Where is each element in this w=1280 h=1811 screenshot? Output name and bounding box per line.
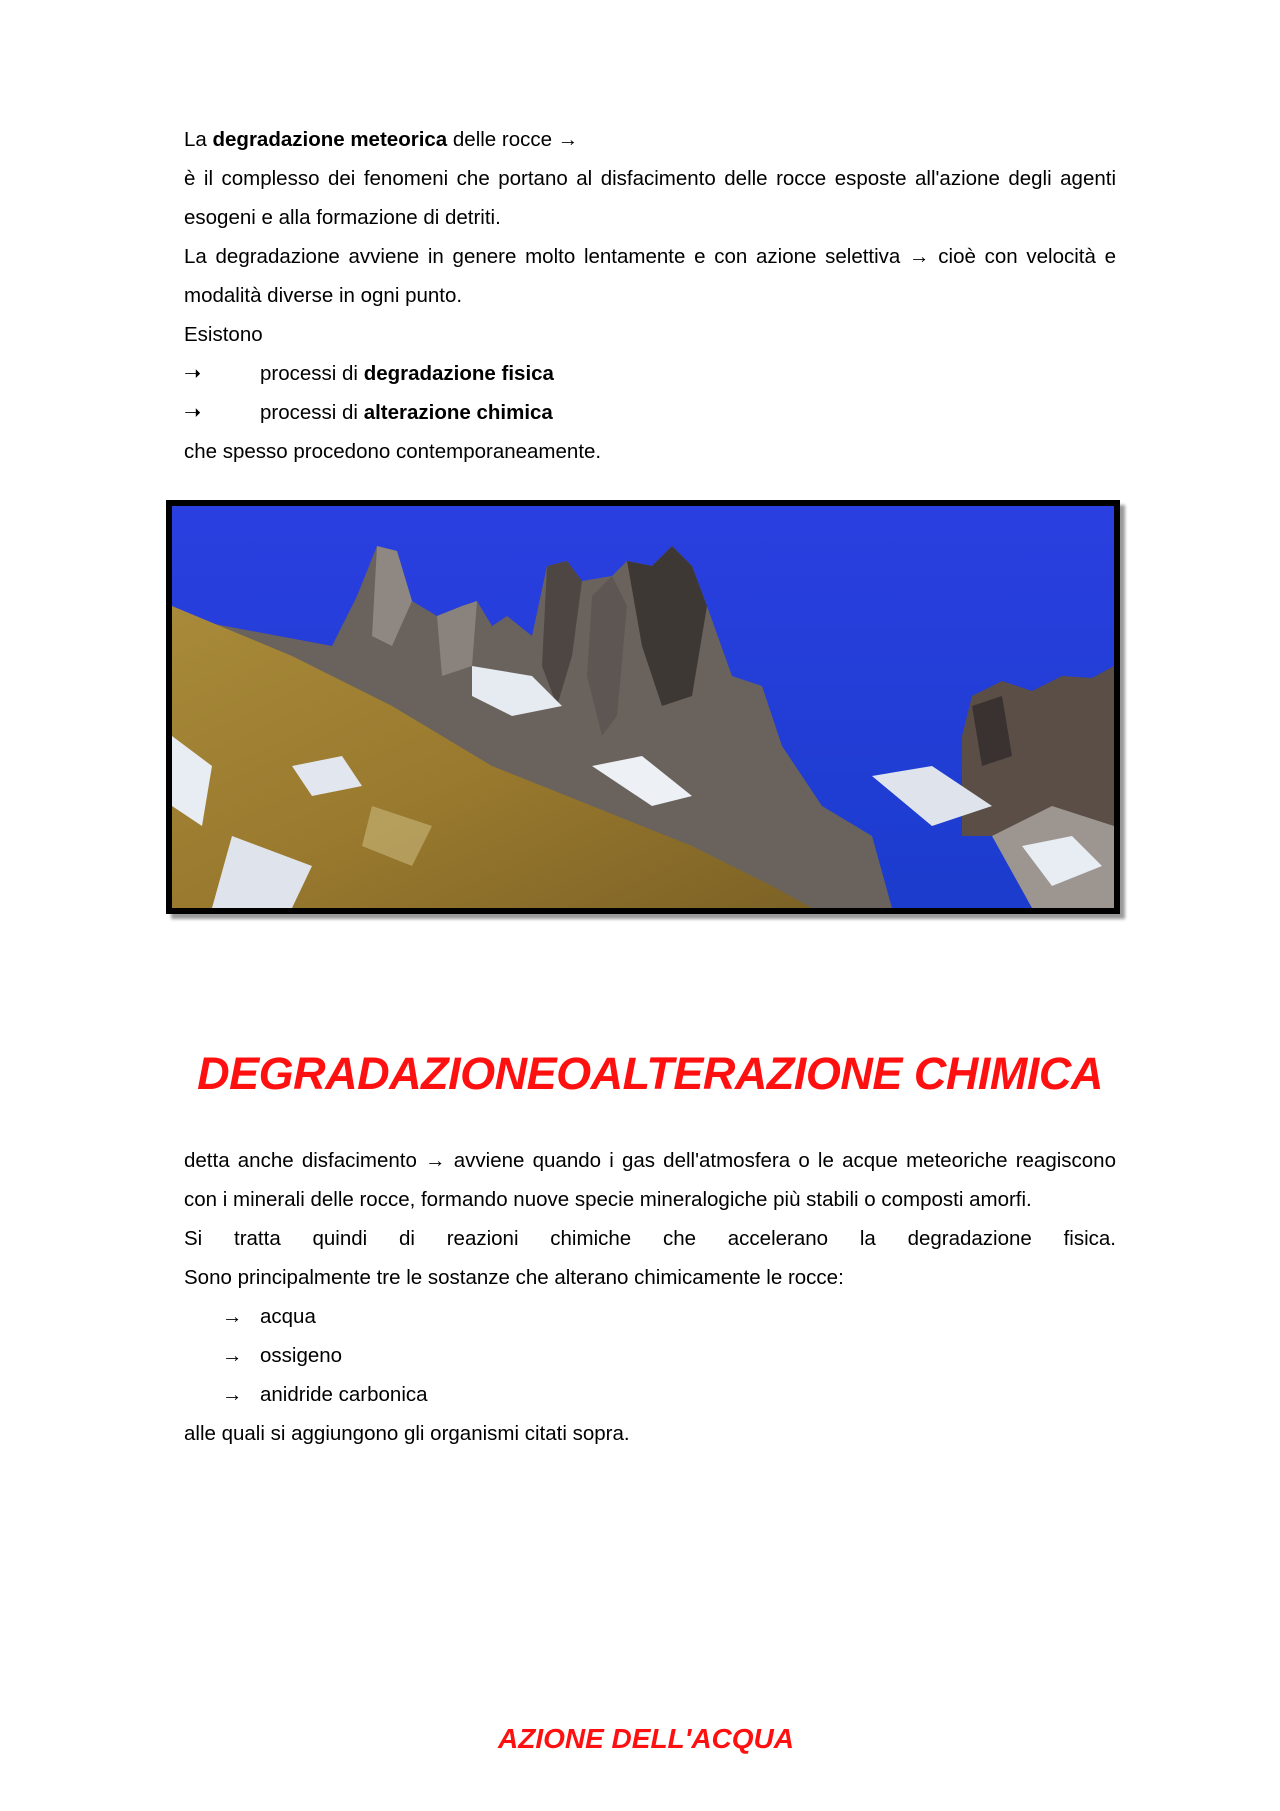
- intro-bullet-1: [184, 354, 1116, 393]
- list-item: [184, 1336, 1116, 1375]
- section-heading-water-action: AZIONE DELL'ACQUA: [498, 1723, 794, 1754]
- list-item: [184, 1297, 1116, 1336]
- intro-l1-pre: La: [184, 128, 213, 151]
- intro-line-1: [184, 120, 1116, 159]
- b2-pre: processi di: [260, 401, 364, 424]
- list-item-text: acqua: [260, 1305, 316, 1328]
- mountain-photo: [166, 500, 1120, 914]
- intro-bullet-2-text: [260, 393, 553, 432]
- bullet-arrow-icon: ➝: [184, 401, 202, 424]
- section-text: [184, 1141, 1116, 1453]
- section-paragraph-1: detta anche disfacimento → avviene quando i gas dell'atmosfera o le acque meteoriche reagiscono con i minerali delle rocce, formando nuove specie mineralogiche più stabili o composti amorfi.: [184, 1149, 1116, 1211]
- intro-paragraph-4: che spesso procedono contemporaneamente.: [184, 440, 602, 463]
- list-arrow-icon: →: [222, 1383, 243, 1406]
- section-heading-chemical-alteration: DEGRADAZIONEOALTERAZIONE CHIMICA: [197, 1048, 1103, 1099]
- bullet-arrow-icon: ➝: [184, 362, 202, 385]
- b1-pre: processi di: [260, 362, 364, 385]
- b1-bold: degradazione fisica: [363, 362, 554, 385]
- intro-bullet-2: [184, 393, 1116, 432]
- section-paragraph-2: Si tratta quindi di reazioni chimiche che accelerano la degradazione fisica.: [184, 1227, 1116, 1250]
- list-arrow-icon: →: [222, 1305, 243, 1328]
- intro-l1-post: delle rocce →: [447, 128, 579, 151]
- intro-text: [184, 120, 1116, 471]
- mountain-landscape-image: [172, 506, 1114, 908]
- section-paragraph-3: Sono principalmente tre le sostanze che alterano chimicamente le rocce:: [184, 1266, 844, 1289]
- intro-paragraph-2: La degradazione avviene in genere molto lentamente e con azione selettiva → cioè con velocità e modalità diverse in ogni punto.: [184, 245, 1116, 307]
- intro-paragraph-3: Esistono: [184, 323, 263, 346]
- b2-bold: alterazione chimica: [363, 401, 553, 424]
- intro-bullet-1-text: [260, 354, 554, 393]
- list-item-text: anidride carbonica: [260, 1383, 428, 1406]
- section-paragraph-4: alle quali si aggiungono gli organismi citati sopra.: [184, 1422, 630, 1445]
- intro-paragraph-1: è il complesso dei fenomeni che portano al disfacimento delle rocce esposte all'azione degli agenti esogeni e alla formazione di detriti.: [184, 167, 1116, 229]
- list-arrow-icon: →: [222, 1344, 243, 1367]
- list-item-text: ossigeno: [260, 1344, 343, 1367]
- list-item: [184, 1375, 1116, 1414]
- intro-l1-bold: degradazione meteorica: [212, 128, 448, 151]
